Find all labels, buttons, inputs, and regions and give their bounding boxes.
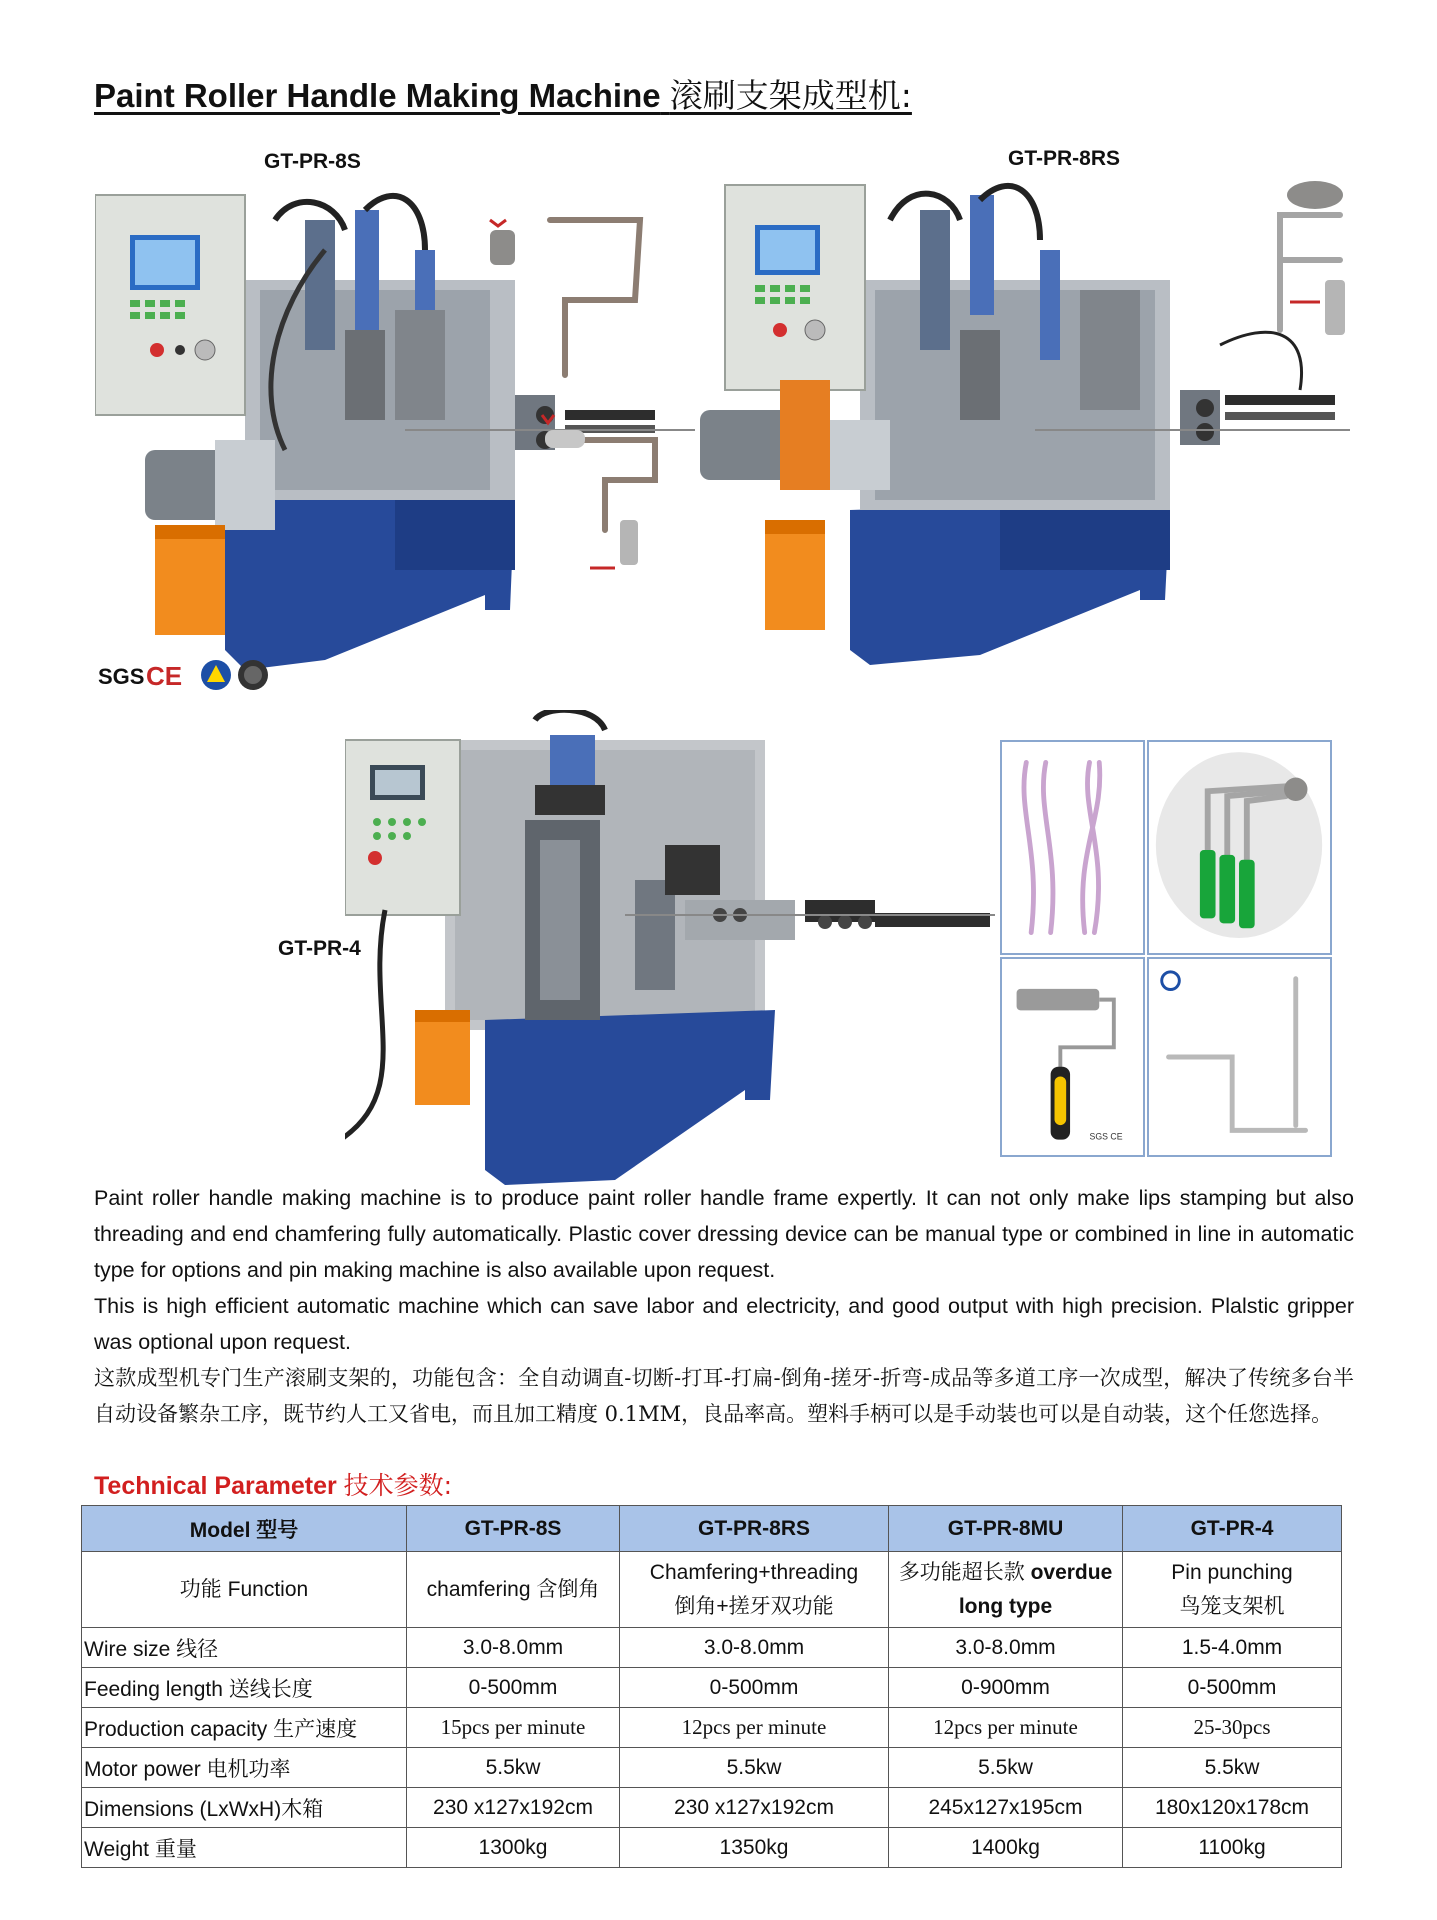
- table-row-function: [82, 1552, 1342, 1628]
- table-cell: 25-30pcs: [1123, 1708, 1342, 1748]
- table-cell: 12pcs per minute: [889, 1708, 1123, 1748]
- header-gt-pr-8mu: GT-PR-8MU: [889, 1506, 1123, 1552]
- function-4-line2: 鸟笼支架机: [1179, 1594, 1285, 1618]
- description: [94, 1180, 1354, 1432]
- table-cell: 1350kg: [620, 1828, 889, 1868]
- table-row-motor-power: [82, 1748, 1342, 1788]
- sgs-logo: SGS: [98, 664, 145, 689]
- description-paragraph-2: This is high efficient automatic machine which can save labor and electricity, and good output with high precision. Plalstic gripper was optional upon request.: [94, 1294, 1354, 1354]
- ce-logo: CE: [146, 661, 183, 691]
- table-cell: 5.5kw: [889, 1748, 1123, 1788]
- row-label: Weight 重量: [82, 1828, 407, 1868]
- table-cell: 15pcs per minute: [407, 1708, 620, 1748]
- machine-photo-gt-pr-8rs: [700, 180, 1350, 670]
- table-cell: 12pcs per minute: [620, 1708, 889, 1748]
- product-photo-green-handles: [1147, 740, 1332, 955]
- svg-text:SGS CE: SGS CE: [1089, 1131, 1123, 1142]
- table-cell: 0-500mm: [620, 1668, 889, 1708]
- table-cell: 3.0-8.0mm: [620, 1628, 889, 1668]
- section-title-cn: 技术参数:: [343, 1471, 453, 1500]
- table-cell: 5.5kw: [620, 1748, 889, 1788]
- section-title-en: Technical Parameter: [94, 1472, 337, 1500]
- row-label: Production capacity 生产速度: [82, 1708, 407, 1748]
- title-en: Paint Roller Handle Making Machine: [94, 77, 661, 114]
- machine-photo-gt-pr-8s: [95, 190, 695, 675]
- table-cell: 230 x127x192cm: [407, 1788, 620, 1828]
- row-label: Dimensions (LxWxH)木箱: [82, 1788, 407, 1828]
- header-model: Model 型号: [82, 1506, 407, 1552]
- description-paragraph-1: Paint roller handle making machine is to produce paint roller handle frame expertly. It can not only make lips stamping but also threading and end chamfering fully automatically. Plastic cover dressing device can be manual type or combined in line in automatic type for options and pin making machine is also available upon request.: [94, 1186, 1354, 1282]
- table-cell: 1100kg: [1123, 1828, 1342, 1868]
- function-gt-pr-8rs: [620, 1552, 889, 1628]
- table-cell: 230 x127x192cm: [620, 1788, 889, 1828]
- row-label: Motor power 电机功率: [82, 1748, 407, 1788]
- model-label-gt-pr-8rs: GT-PR-8RS: [1008, 147, 1121, 170]
- table-row-weight: [82, 1828, 1342, 1868]
- title-cn: 滚刷支架成型机:: [669, 76, 912, 115]
- table-cell: 180x120x178cm: [1123, 1788, 1342, 1828]
- table-cell: 3.0-8.0mm: [407, 1628, 620, 1668]
- function-gt-pr-8s: chamfering 含倒角: [407, 1552, 620, 1628]
- table-cell: 0-500mm: [1123, 1668, 1342, 1708]
- function-8mu-en: overdue: [1030, 1560, 1113, 1584]
- function-4-line1: Pin punching: [1171, 1560, 1293, 1584]
- technical-parameter-table: [81, 1505, 1342, 1868]
- table-cell: 0-500mm: [407, 1668, 620, 1708]
- table-cell: 1400kg: [889, 1828, 1123, 1868]
- product-photo-plastic-grips: [1000, 740, 1145, 955]
- header-gt-pr-8rs: GT-PR-8RS: [620, 1506, 889, 1552]
- row-label: Wire size 线径: [82, 1628, 407, 1668]
- row-label: Feeding length 送线长度: [82, 1668, 407, 1708]
- function-8rs-line1: Chamfering+threading: [649, 1560, 859, 1584]
- certification-logos: [98, 658, 270, 692]
- function-gt-pr-8mu: [889, 1552, 1123, 1628]
- header-gt-pr-4: GT-PR-4: [1123, 1506, 1342, 1552]
- table-cell: 245x127x195cm: [889, 1788, 1123, 1828]
- table-header-row: [82, 1506, 1342, 1552]
- table-row-wire-size: [82, 1628, 1342, 1668]
- table-cell: 0-900mm: [889, 1668, 1123, 1708]
- table-row-dimensions: [82, 1788, 1342, 1828]
- table-cell: 5.5kw: [1123, 1748, 1342, 1788]
- table-cell: 3.0-8.0mm: [889, 1628, 1123, 1668]
- table-cell: 1300kg: [407, 1828, 620, 1868]
- section-title: [94, 1466, 452, 1502]
- page-title: [94, 70, 912, 117]
- table-cell: 5.5kw: [407, 1748, 620, 1788]
- model-label-gt-pr-4: GT-PR-4: [278, 937, 361, 960]
- header-gt-pr-8s: GT-PR-8S: [407, 1506, 620, 1552]
- function-8mu-line2: long type: [958, 1594, 1053, 1618]
- function-gt-pr-4: [1123, 1552, 1342, 1628]
- description-paragraph-cn: 这款成型机专门生产滚刷支架的，功能包含：全自动调直-切断-打耳-打扁-倒角-搓牙-折弯-成品等多道工序一次成型，解决了传统多台半自动设备繁杂工序，既节约人工又省电，而且加工精度 0.1MM，良品率高。塑料手柄可以是手动装也可以是自动装，这个任您选择。: [94, 1366, 1354, 1426]
- product-photo-handle-frame: [1147, 957, 1332, 1157]
- product-photo-paint-roller: [1000, 957, 1145, 1157]
- table-row-feeding-length: [82, 1668, 1342, 1708]
- table-cell: 1.5-4.0mm: [1123, 1628, 1342, 1668]
- model-label-gt-pr-8s: GT-PR-8S: [264, 150, 361, 173]
- table-row-production-capacity: [82, 1708, 1342, 1748]
- function-8rs-line2: 倒角+搓牙双功能: [674, 1594, 834, 1618]
- machine-photo-gt-pr-4: [345, 710, 995, 1190]
- function-label: 功能 Function: [82, 1552, 407, 1628]
- function-8mu-cn: 多功能超长款: [898, 1560, 1025, 1584]
